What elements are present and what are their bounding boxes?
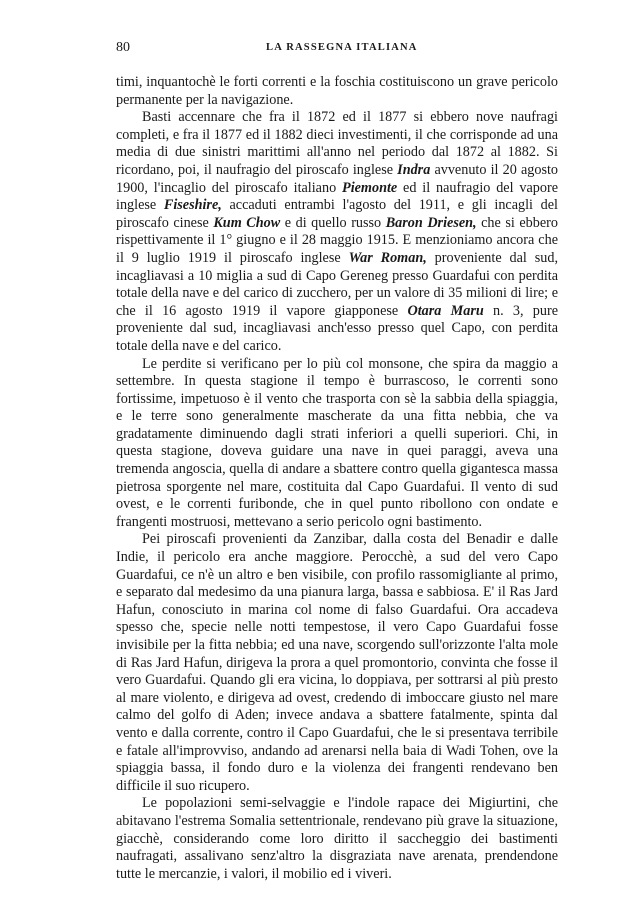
text-run: timi, inquantochè le forti correnti e la foschia costituiscono un grave pericolo permanente per la navigazione. <box>116 74 558 108</box>
text-run: n. 3, pure proveniente dal sud, incagliavasi anch'esso presso quel Capo, con perdita totale della nave e del carico. <box>116 302 558 354</box>
text-run: ed il naufragio del vapore inglese <box>116 179 558 214</box>
text-run: e di quello russo <box>280 214 386 231</box>
paragraph <box>116 356 558 532</box>
ship-name: Kum Chow <box>213 214 281 231</box>
ship-name: War Roman, <box>348 249 427 266</box>
page-number: 80 <box>116 40 130 55</box>
ship-name: Fiseshire, <box>163 197 222 214</box>
text-run: Le popolazioni semi-selvaggie e l'indole rapace dei Migiurtini, che abitavano l'estrema Somalia settentrionale, rendevano più grave la situazione, giacchè, considerando come loro diritto il saccheggio dei bastimenti naufragati, assalivano senz'altro la disgraziata nave arenata, prendendone tutte le mercanzie, i valori, il mobilio ed i viveri. <box>116 795 558 882</box>
text-run: accaduti entrambi l'agosto del 1911, e gli incagli del piroscafo cinese <box>116 197 558 231</box>
paragraph <box>116 531 558 795</box>
ship-name: Baron Driesen, <box>385 214 477 231</box>
book-page <box>116 40 558 883</box>
text-run: avvenuto il 20 agosto 1900, l'incaglio del piroscafo italiano <box>116 161 558 196</box>
article-body <box>116 74 558 883</box>
journal-title: LA RASSEGNA ITALIANA <box>266 42 418 53</box>
paragraph <box>116 795 558 883</box>
ship-name: Piemonte <box>342 179 398 196</box>
running-head <box>116 40 558 58</box>
paragraph <box>116 109 558 355</box>
text-run: Basti accennare che fra il 1872 ed il 1877 si ebbero nove naufragi completi, e fra il 1877 ed il 1882 dieci investimenti, il che corrisponde ad una media di due sinistri marittimi all'anno nel periodo dal 1872 al 1882. Si ricordano, poi, il naufragio del piroscafo inglese <box>116 109 558 178</box>
text-run: Pei piroscafi provenienti da Zanzibar, dalla costa del Benadir e dalle Indie, il pericolo era anche maggiore. Perocchè, a sud del vero Capo Guardafui, ce n'è un altro e ben visibile, con profilo rassomigliante al primo, e separato dal medesimo da una pianura larga, bassa e sabbiosa. E' il Ras Jard Hafun, conosciuto in marina col nome di falso Guardafui. Ora accadeva spesso che, specie nelle notti tempestose, il vero Capo Guardafui fosse invisibile per la fitta nebbia; ed una nave, scorgendo sull'orizzonte l'alta mole di Ras Jard Hafun, dirigeva la prora a quel promontorio, convinta che fosse il vero Guardafui. Quando gli era vicina, lo doppiava, per sottrarsi al più presto al mare violento, e dirigeva ad ovest, credendo di imboccare giusto nel mare calmo del golfo di Aden; invece andava a sbattere fatalmente, spinta dal vento e dalla corrente, contro il Capo Guardafui, che le si presentava terribile e fatale all'improvviso, andando ad arenarsi nella baia di Wadi Tohen, ove la spiaggia bassa, il fondo duro e la violenza dei frangenti rendevano ben difficile il suo ricupero. <box>116 531 558 794</box>
text-run: che si ebbero rispettivamente il 1° giugno e il 28 maggio 1915. E menzioniamo ancora che il 9 luglio 1919 il piroscafo inglese <box>116 214 558 266</box>
paragraph <box>116 74 558 109</box>
text-run: Le perdite si verificano per lo più col monsone, che spira da maggio a settembre. In questa stagione il tempo è burrascoso, le correnti sono fortissime, impetuoso è il vento che trasporta con sè la sabbia della spiaggia, e le terre sono generalmente mascherate da una fitta nebbia, che va gradatamente diminuendo dagli strati inferiori a quelli superiori. Chi, in questa stagione, doveva guidare una nave in quei paraggi, aveva una tremenda angoscia, quella di andare a sbattere contro quella gigantesca massa pietrosa sporgente nel mare, costituita dal Capo Guardafui. Il vento di sud ovest, e le correnti furibonde, che in quel punto ribollono con ondate e frangenti mostruosi, mettevano a serio pericolo ogni bastimento. <box>116 355 558 530</box>
ship-name: Otara Maru <box>407 302 484 319</box>
text-run: proveniente dal sud, incagliavasi a 10 miglia a sud di Capo Gereneg presso Guardafui con perdita totale della nave e del carico di zucchero, per un valore di 35 milioni di lire; e che il 16 agosto 1919 il vapore giapponese <box>116 249 558 319</box>
ship-name: Indra <box>397 161 431 178</box>
